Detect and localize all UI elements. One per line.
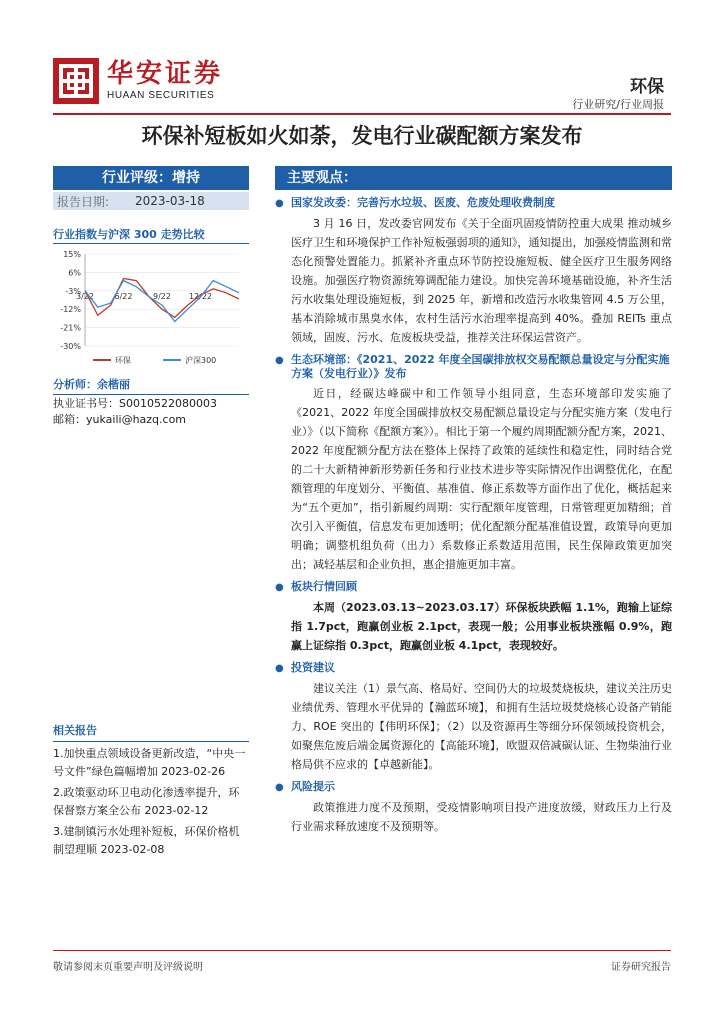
y-tick-label: -21% [60, 323, 81, 333]
section-heading: ● 生态环境部：《2021、2022 年度全国碳排放权交易配额总量设定与分配实施方案（发电行业）》发布 [275, 353, 670, 380]
company-logo [53, 58, 223, 104]
related-report-item[interactable]: 1.加快重点领域设备更新改造，“中央一号文件”绿色篇幅增加 2023-02-26 [53, 747, 246, 778]
report-date-value: 2023-03-18 [135, 194, 205, 208]
sector-label: 环保 [630, 77, 664, 97]
report-title: 环保补短板如火如荼，发电行业碳配额方案发布 [141, 123, 583, 148]
y-tick-label: -12% [60, 305, 81, 315]
footer-disclaimer: 敬请参阅末页重要声明及评级说明 [53, 962, 203, 973]
x-tick-label: 6/22 [114, 291, 133, 301]
footer-divider [53, 950, 671, 951]
bullet-icon: ● [275, 782, 284, 793]
bullet-icon: ● [275, 198, 284, 209]
report-date-row [53, 192, 249, 210]
analyst-email[interactable]: 邮箱：yukaili@hazq.com [53, 413, 187, 426]
industry-rating: 行业评级：增持 [53, 166, 249, 190]
series-line-1 [85, 281, 239, 322]
analyst-block [53, 376, 249, 427]
related-report-item[interactable]: 3.建制镇污水处理补短板，环保价格机制望理顺 2023-02-08 [53, 825, 240, 856]
analyst-name: 分析师：余楷丽 [53, 376, 249, 395]
legend-label: 环保 [115, 356, 131, 365]
bullet-icon: ● [275, 355, 284, 366]
trend-chart-svg [53, 246, 249, 370]
logo-seal-icon [53, 58, 99, 104]
chart-title: 行业指数与沪深 300 走势比较 [53, 228, 205, 241]
section-paragraph: 近日，经碳达峰碳中和工作领导小组同意，生态环境部印发实施了《2021、2022 年度全国碳排放权交易配额总量设定与分配实施方案（发电行业）》（以下简称《配额方案》）。相比于第一个履约周期配额分配方案，2021、2022 年度配额分配方法在整体上保持了政策的延续性和稳定性，同时结合党的二十大新精神新形势新任务和行业技术进步等实际情况作出调整优化，在配额管理的年度划分、平衡值、基准值、修正系数等方面作出了优化，概括起来为“五个更加”，指引新履约周期：实行配额年度管理，日常管理更加精细；首次引入平衡值，信息发布更加透明；优化配额分配基准值设置，政策导向更加明确；调整机组负荷（出力）系数修正系数适用范围，民生保障政策更加突出；减轻基层和企业负担，惠企措施更加丰富。 [291, 387, 672, 571]
x-tick-label: 3/22 [76, 291, 94, 301]
section-heading: ● 板块行情回顾 [275, 580, 357, 593]
y-tick-label: 6% [68, 268, 81, 278]
y-tick-label: 15% [63, 250, 81, 259]
header-divider [53, 113, 671, 115]
document-type: 行业研究/行业周报 [572, 98, 664, 111]
x-tick-label: 9/22 [153, 291, 171, 301]
main-viewpoints [275, 166, 672, 836]
index-trend-chart [53, 246, 249, 370]
section-heading: ● 投资建议 [275, 661, 335, 674]
section-paragraph: 政策推进力度不及预期，受疫情影响项目投产进度放缓，财政压力上行及行业需求释放速度不及预期等。 [291, 801, 672, 833]
main-viewpoints-heading: 主要观点： [275, 166, 672, 190]
market-review-paragraph: 本周（2023.03.13~2023.03.17）环保板块跌幅 1.1%，跑输上证综指 1.7pct，跑赢创业板 2.1pct，表现一般；公用事业板块涨幅 0.9%，跑赢上证综指 0.3pct，跑赢创业板 4.1pct，表现较好。 [291, 601, 672, 652]
related-report-item[interactable]: 2.政策驱动环卫电动化渗透率提升，环保督察方案全公布 2023-02-12 [53, 786, 240, 817]
chart-title-divider [53, 243, 249, 244]
section-heading: ● 国家发改委：完善污水垃圾、医废、危废处理收费制度 [275, 196, 555, 209]
section-paragraph: 3 月 16 日，发改委官网发布《关于全面巩固疫情防控重大成果 推动城乡医疗卫生和环境保护工作补短板强弱项的通知》，通知提出，加强疫情监测和常态化预警处置能力。抓紧补齐重点环节防控设施短板、健全医疗卫生服务网络设施。加强医疗物资源统筹调配能力建设。加快完善环境基础设施，补齐生活污水收集处理设施短板，到 2025 年，新增和改造污水收集管网 4.5 万公里，基本消除城市黑臭水体，农村生活污水治理率提高到 40%。叠加 REITs 重点领域，固废、污水、危废板块受益，推荐关注环保运营资产。 [291, 217, 672, 344]
related-reports-title: 相关报告 [53, 722, 249, 742]
section-paragraph: 建议关注（1）景气高、格局好、空间仍大的垃圾焚烧板块，建议关注历史业绩优秀、管理水平优异的【瀚蓝环境】，和拥有生活垃圾焚烧核心设备产销能力、ROE 突出的【伟明环保】；（2）以及资源再生等细分环保领域投资机会，如聚焦危废后端金属资源化的【高能环境】，欧盟双倍减碳认证、生物柴油行业格局供不应求的【卓越新能】。 [291, 682, 672, 771]
logo-chinese-name: 华安证券 [107, 59, 224, 89]
related-reports [53, 722, 249, 859]
logo-english-name: HUAAN SECURITIES [107, 90, 215, 101]
y-tick-label: -30% [60, 342, 81, 351]
footer-report-type: 证券研究报告 [611, 962, 671, 973]
bullet-icon: ● [275, 663, 284, 674]
legend-label: 沪深300 [185, 356, 217, 365]
x-tick-label: 12/22 [188, 291, 213, 301]
bullet-icon: ● [275, 582, 284, 593]
analyst-cert: 执业证书号：S0010522080003 [53, 397, 217, 410]
section-heading: ● 风险提示 [275, 780, 335, 793]
y-tick-label: -3% [65, 286, 81, 296]
report-date-label: 报告日期: [57, 194, 110, 209]
